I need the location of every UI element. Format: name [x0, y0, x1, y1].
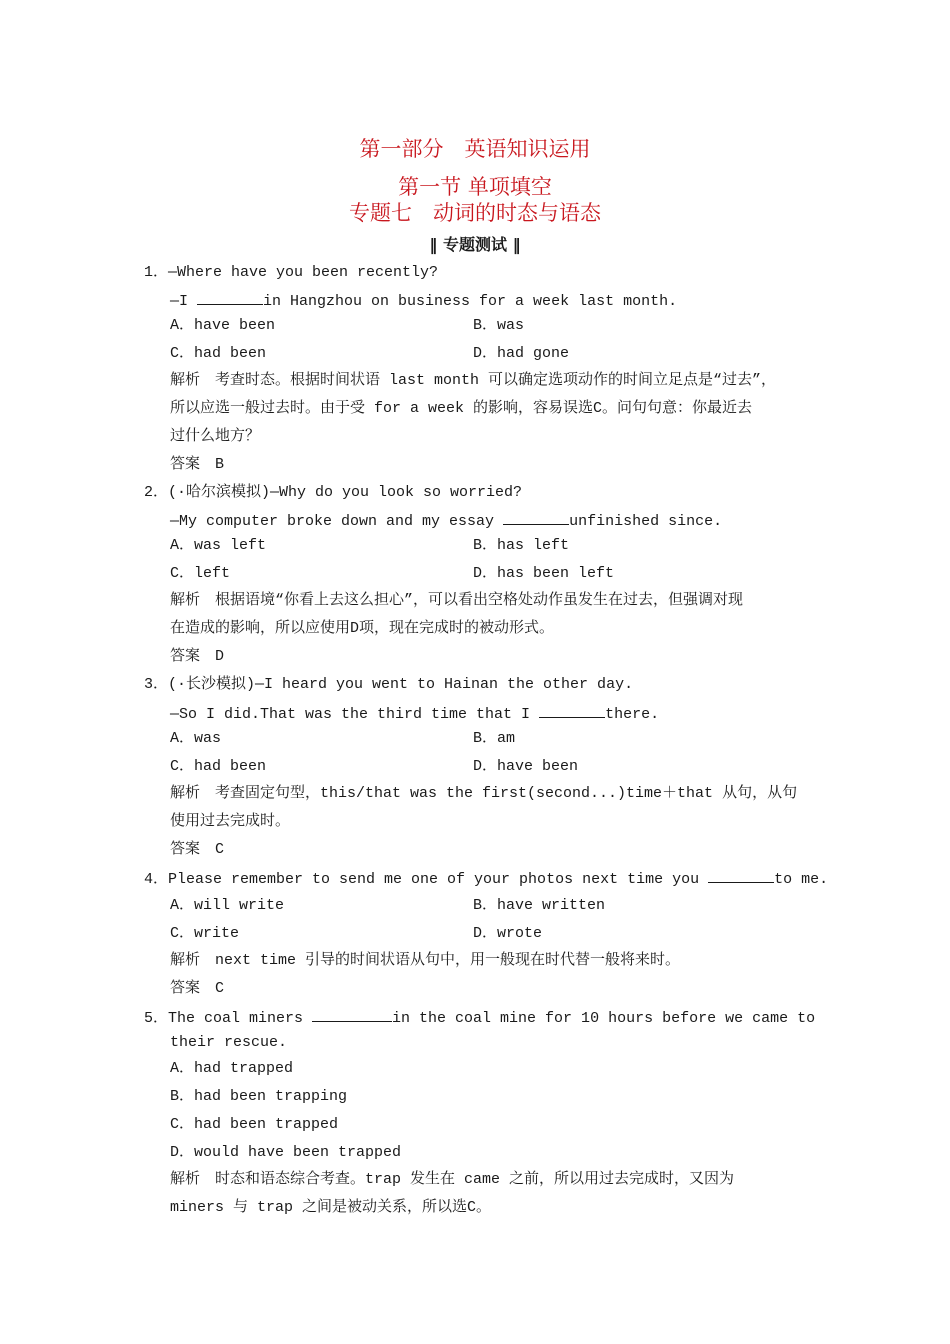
- question-text: 1．—Where have you been recently?: [144, 264, 439, 281]
- answer-blank: [539, 703, 605, 718]
- question-text: 3．(·长沙模拟)—I heard you went to Hainan the other day.: [144, 676, 634, 693]
- topic-title: 专题七 动词的时态与语态: [349, 201, 601, 225]
- option-c: C．had been trapped: [170, 1116, 339, 1133]
- option-d: D．have been: [473, 758, 579, 775]
- section-title: 第一节 单项填空: [398, 175, 552, 199]
- answer-blank: [503, 510, 569, 525]
- answer-blank: [708, 868, 774, 883]
- option-d: D．had gone: [473, 345, 570, 362]
- option-b: B．had been trapping: [170, 1088, 348, 1105]
- answer-line: 答案 C: [170, 980, 225, 997]
- analysis-line: miners 与 trap 之间是被动关系，所以选C。: [170, 1199, 492, 1216]
- question-text: —So I did.That was the third time that I there.: [170, 703, 659, 725]
- option-d: D．wrote: [473, 925, 543, 942]
- answer-line: 答案 C: [170, 841, 225, 858]
- option-a: A．had trapped: [170, 1060, 294, 1077]
- question-text: 2．(·哈尔滨模拟)—Why do you look so worried?: [144, 484, 523, 501]
- analysis-line: 所以应选一般过去时。由于受 for a week 的影响，容易误选C。问句句意：你最近去: [170, 400, 753, 417]
- option-c: C．had been: [170, 758, 267, 775]
- answer-line: 答案 D: [170, 648, 225, 665]
- part-title: 第一部分 英语知识运用: [359, 137, 591, 161]
- answer-blank: [312, 1007, 392, 1022]
- analysis-line: 解析 根据语境“你看上去这么担心”，可以看出空格处动作虽发生在过去，但强调对现: [170, 592, 744, 609]
- analysis-line: 过什么地方？: [170, 428, 261, 445]
- option-a: A．was left: [170, 537, 267, 554]
- question-text: —I in Hangzhou on business for a week last month.: [170, 290, 677, 312]
- analysis-line: 解析 next time 引导的时间状语从句中，用一般现在时代替一般将来时。: [170, 952, 681, 969]
- option-c: C．write: [170, 925, 240, 942]
- question-text: 5．The coal miners in the coal mine for 10 hours before we came to: [144, 1007, 815, 1029]
- option-a: A．will write: [170, 897, 285, 914]
- analysis-line: 解析 考查固定句型，this/that was the first(second...)time＋that 从句，从句: [170, 785, 798, 802]
- option-a: A．have been: [170, 317, 276, 334]
- option-b: B．have written: [473, 897, 606, 914]
- section-banner: ‖ 专题测试 ‖: [429, 235, 521, 254]
- analysis-line: 解析 考查时态。根据时间状语 last month 可以确定选项动作的时间立足点是“过去”，: [170, 372, 777, 389]
- option-b: B．has left: [473, 537, 570, 554]
- analysis-line: 在造成的影响，所以应使用D项，现在完成时的被动形式。: [170, 620, 555, 637]
- option-b: B．am: [473, 730, 516, 747]
- analysis-line: 解析 时态和语态综合考查。trap 发生在 came 之前，所以用过去完成时，又因为: [170, 1171, 735, 1188]
- answer-line: 答案 B: [170, 456, 225, 473]
- option-c: C．had been: [170, 345, 267, 362]
- analysis-line: 使用过去完成时。: [170, 813, 291, 830]
- option-a: A．was: [170, 730, 222, 747]
- question-text: 4．Please remember to send me one of your photos next time you to me.: [144, 868, 828, 890]
- option-c: C．left: [170, 565, 231, 582]
- answer-blank: [197, 290, 263, 305]
- question-text: —My computer broke down and my essay unfinished since.: [170, 510, 722, 532]
- option-b: B．was: [473, 317, 525, 334]
- option-d: D．would have been trapped: [170, 1144, 402, 1161]
- question-text: their rescue.: [170, 1034, 288, 1051]
- option-d: D．has been left: [473, 565, 615, 582]
